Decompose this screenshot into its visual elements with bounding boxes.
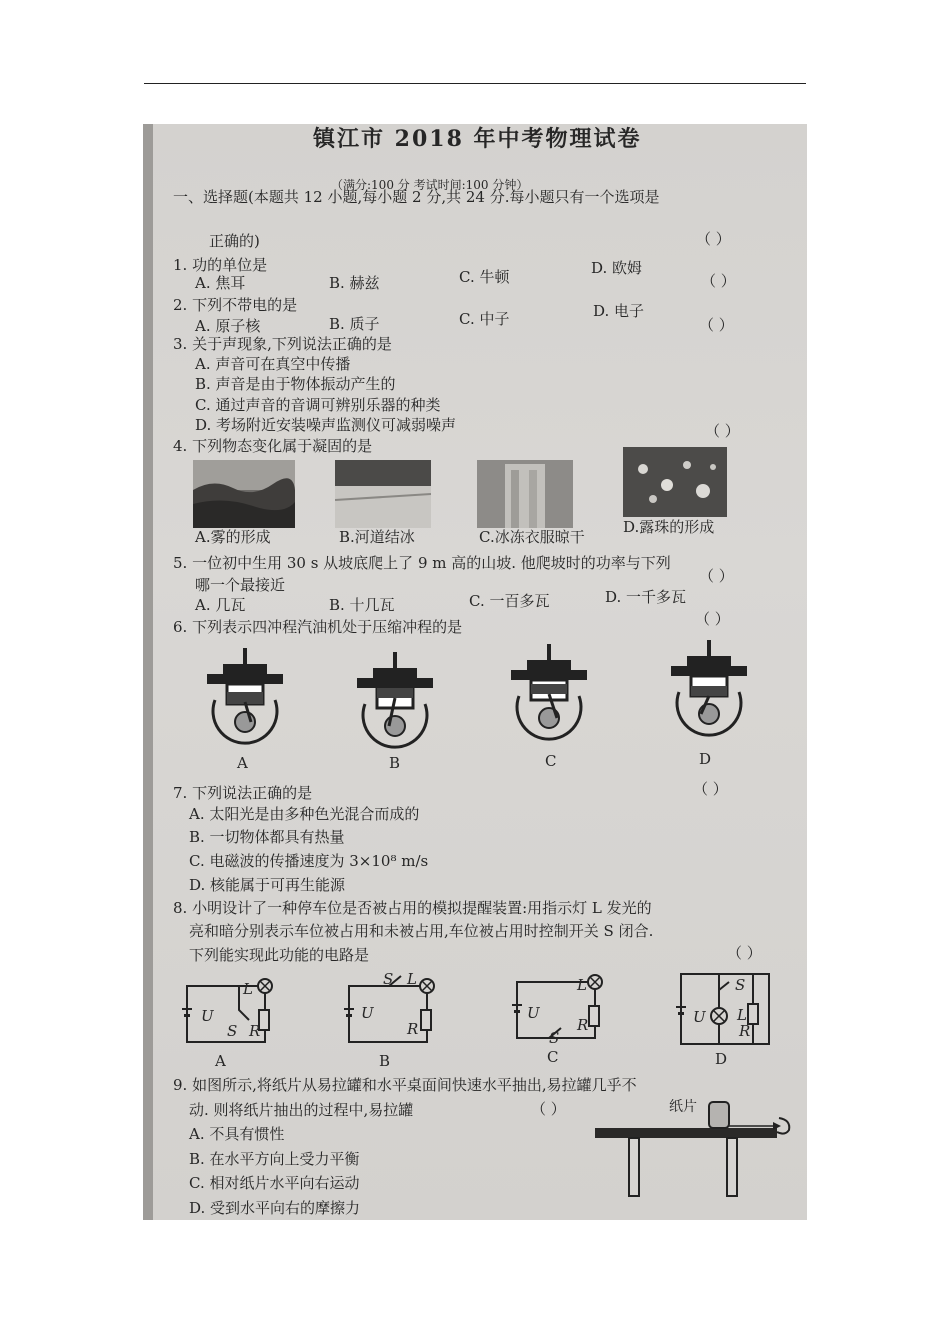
engine-figure-d xyxy=(669,632,749,740)
circuit-b-lamp-label: L xyxy=(407,970,417,988)
q3-option-b: B. 声音是由于物体振动产生的 xyxy=(195,375,396,393)
q3-option-d: D. 考场附近安装噪声监测仪可减弱噪声 xyxy=(195,416,457,434)
paper-strip-label: 纸片 xyxy=(669,1099,697,1115)
q9-option-c: C. 相对纸片水平向右运动 xyxy=(189,1174,360,1192)
answer-paren-q3: （ ） xyxy=(699,316,734,334)
q4-option-d: D.露珠的形成 xyxy=(623,518,715,536)
section-heading-cont: 正确的) xyxy=(209,232,260,250)
engine-figure-a xyxy=(205,640,285,748)
q3-option-a: A. 声音可在真空中传播 xyxy=(195,355,351,373)
q1-option-c: C. 牛顿 xyxy=(459,268,510,286)
q4-option-a: A.雾的形成 xyxy=(195,528,271,546)
q7-stem: 7. 下列说法正确的是 xyxy=(173,784,313,802)
q2-option-d: D. 电子 xyxy=(593,302,645,320)
q2-option-c: C. 中子 xyxy=(459,310,510,328)
q6-label-c: C xyxy=(545,752,557,770)
q9-stem-line1: 9. 如图所示,将纸片从易拉罐和水平桌面间快速水平抽出,易拉罐几乎不 xyxy=(173,1076,637,1094)
q8-stem-line1: 8. 小明设计了一种停车位是否被占用的模拟提醒装置:用指示灯 L 发光的 xyxy=(173,899,652,917)
answer-paren-q5: （ ） xyxy=(699,567,734,585)
exam-title: 镇江市 2018 年中考物理试卷 xyxy=(313,126,642,152)
answer-paren-q6: （ ） xyxy=(695,610,730,628)
answer-paren-q1: （ ） xyxy=(696,230,731,248)
q1-option-b: B. 赫兹 xyxy=(329,274,380,292)
q7-option-c: C. 电磁波的传播速度为 3×10⁸ m/s xyxy=(189,852,429,870)
q7-option-b: B. 一切物体都具有热量 xyxy=(189,828,345,846)
circuit-d xyxy=(673,968,783,1050)
circuit-a-voltage-label: U xyxy=(201,1007,214,1025)
q5-option-d: D. 一千多瓦 xyxy=(605,588,687,606)
circuit-b xyxy=(341,970,451,1052)
fog-photo xyxy=(193,460,295,528)
exam-photo xyxy=(143,124,807,1220)
circuit-a-switch-label: S xyxy=(227,1022,238,1040)
circuit-d-voltage-label: U xyxy=(693,1008,706,1026)
answer-paren-q7: （ ） xyxy=(693,780,728,798)
circuit-c-label: C xyxy=(547,1048,559,1066)
circuit-d-switch-label: S xyxy=(735,976,746,994)
q9-option-b: B. 在水平方向上受力平衡 xyxy=(189,1150,360,1168)
answer-paren-q9: （ ） xyxy=(531,1100,566,1118)
circuit-b-label: B xyxy=(379,1052,391,1070)
q5-stem-line1: 5. 一位初中生用 30 s 从坡底爬上了 9 m 高的山坡. 他爬坡时的功率与下列 xyxy=(173,554,671,572)
q3-option-c: C. 通过声音的音调可辨别乐器的种类 xyxy=(195,396,441,414)
q6-label-b: B xyxy=(389,754,401,772)
q9-option-a: A. 不具有惯性 xyxy=(189,1125,285,1143)
circuit-c xyxy=(509,966,619,1048)
q2-stem: 2. 下列不带电的是 xyxy=(173,296,298,314)
circuit-c-switch-label: S xyxy=(549,1029,560,1047)
circuit-d-resistor-label: R xyxy=(739,1022,751,1040)
q8-stem-line2: 亮和暗分别表示车位被占用和未被占用,车位被占用时控制开关 S 闭合. xyxy=(189,922,654,940)
engine-figure-c xyxy=(509,636,589,744)
answer-paren-q2: （ ） xyxy=(701,272,736,290)
q4-option-c: C.冰冻衣服晾干 xyxy=(479,528,585,546)
circuit-b-voltage-label: U xyxy=(361,1004,374,1022)
section-heading: 一、选择题(本题共 12 小题,每小题 2 分,共 24 分.每小题只有一个选项是 xyxy=(173,188,660,206)
circuit-c-lamp-label: L xyxy=(577,976,587,994)
circuit-b-switch-label: S xyxy=(383,970,394,988)
q6-label-d: D xyxy=(699,750,712,768)
answer-paren-q4: （ ） xyxy=(705,422,740,440)
q6-stem: 6. 下列表示四冲程汽油机处于压缩冲程的是 xyxy=(173,618,463,636)
circuit-d-lamp-label: L xyxy=(737,1006,747,1024)
q1-option-a: A. 焦耳 xyxy=(195,274,246,292)
q4-option-b: B.河道结冰 xyxy=(339,528,415,546)
circuit-c-resistor-label: R xyxy=(577,1016,589,1034)
q4-stem: 4. 下列物态变化属于凝固的是 xyxy=(173,437,373,455)
q9-option-d: D. 受到水平向右的摩擦力 xyxy=(189,1199,361,1217)
q5-option-a: A. 几瓦 xyxy=(195,596,246,614)
exam-subtitle: （满分:100 分 考试时间:100 分钟） xyxy=(331,178,529,192)
q5-option-c: C. 一百多瓦 xyxy=(469,592,550,610)
q2-option-b: B. 质子 xyxy=(329,315,380,333)
q8-stem-line3: 下列能实现此功能的电路是 xyxy=(189,946,370,964)
circuit-b-resistor-label: R xyxy=(407,1020,419,1038)
circuit-c-voltage-label: U xyxy=(527,1004,540,1022)
circuit-a-label: A xyxy=(215,1052,226,1070)
q5-stem-line2: 哪一个最接近 xyxy=(195,576,286,594)
answer-paren-q8: （ ） xyxy=(727,944,762,962)
circuit-a-resistor-label: R xyxy=(249,1022,261,1040)
q7-option-a: A. 太阳光是由多种色光混合而成的 xyxy=(189,805,420,823)
frozen-clothes-photo xyxy=(477,460,573,528)
engine-figure-b xyxy=(355,644,435,752)
q5-option-b: B. 十几瓦 xyxy=(329,596,395,614)
q7-option-d: D. 核能属于可再生能源 xyxy=(189,876,346,894)
q6-label-a: A xyxy=(237,754,248,772)
frozen-river-photo xyxy=(335,460,431,528)
page-edge-shadow xyxy=(143,124,153,1220)
q2-option-a: A. 原子核 xyxy=(195,317,261,335)
q1-option-d: D. 欧姆 xyxy=(591,259,643,277)
q3-stem: 3. 关于声现象,下列说法正确的是 xyxy=(173,335,392,353)
circuit-a-lamp-label: L xyxy=(243,980,253,998)
dew-photo xyxy=(623,447,727,517)
q9-stem-line2: 动. 则将纸片抽出的过程中,易拉罐 xyxy=(189,1101,414,1119)
page-top-rule xyxy=(144,83,806,84)
circuit-d-label: D xyxy=(715,1050,728,1068)
q1-stem: 1. 功的单位是 xyxy=(173,256,268,274)
